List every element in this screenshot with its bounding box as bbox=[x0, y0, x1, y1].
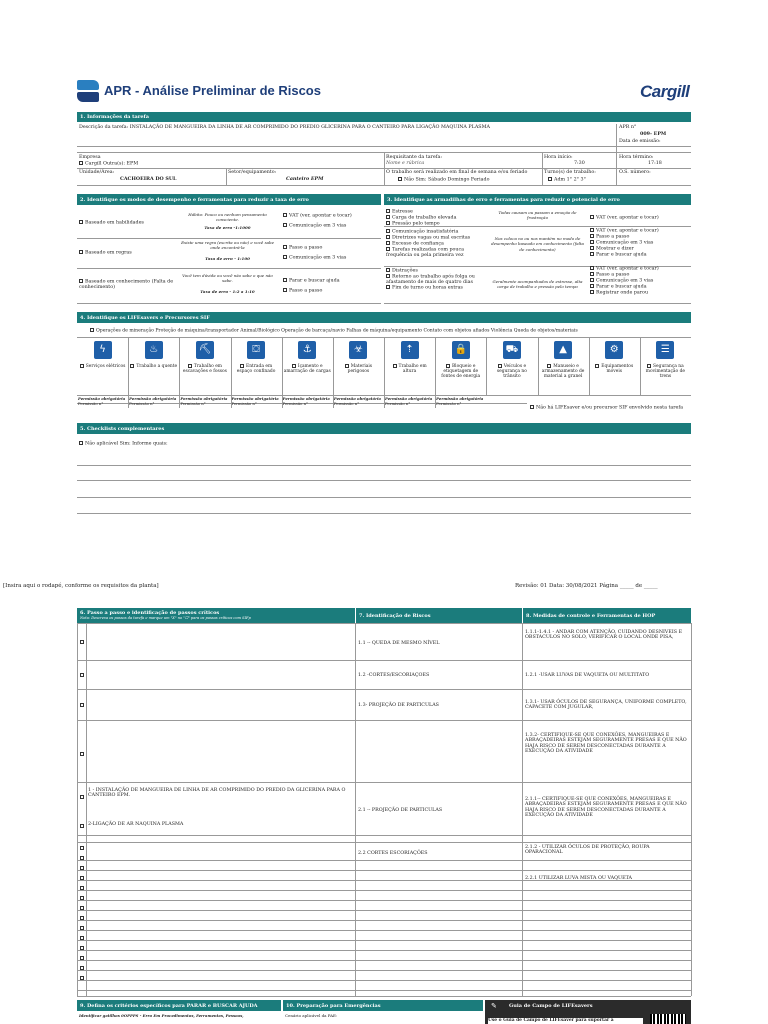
checkbox[interactable] bbox=[590, 284, 594, 288]
tool-label: Passo a passo bbox=[596, 272, 630, 278]
mode-skills-desc: Hábito: Pouco ou nenhum pensamento consciente. bbox=[188, 212, 267, 223]
permit-required-label: Permissão obrigatória bbox=[78, 396, 126, 401]
lifesaver-label: Materiais perigosos bbox=[347, 364, 373, 374]
tool-label: Parar e buscar ajuda bbox=[289, 278, 340, 284]
checkbox[interactable] bbox=[386, 221, 390, 225]
lifesaver-label: Trabalho em escavações e fossos bbox=[182, 364, 227, 374]
trap-label: Pressão pelo tempo bbox=[392, 221, 440, 227]
hot-work-icon: ♨ bbox=[145, 341, 163, 359]
sif-precursors[interactable] bbox=[90, 328, 578, 334]
table-row-divider bbox=[77, 960, 691, 961]
table-row-divider bbox=[77, 900, 691, 901]
tool-stop[interactable] bbox=[283, 278, 340, 284]
section-8-heading bbox=[523, 608, 691, 623]
lifesaver-option[interactable] bbox=[488, 364, 535, 379]
section-4-heading bbox=[77, 312, 691, 323]
mode-label: Baseado em habilidades bbox=[85, 220, 144, 226]
checkbox[interactable] bbox=[548, 177, 552, 181]
critical-step-checkbox[interactable] bbox=[80, 703, 84, 707]
section-8-title: 8. Medidas de controle e Ferramentas de HOP bbox=[526, 613, 656, 619]
header-logo-mark bbox=[77, 80, 99, 102]
critical-step-checkbox[interactable] bbox=[80, 956, 84, 960]
trap-group-2-tools[interactable] bbox=[590, 228, 659, 258]
section-3-title: 3. Identifique as armadilhas de erro e ferramentas para reduzir o potencial de erro bbox=[387, 197, 620, 203]
table-row-divider bbox=[77, 835, 691, 836]
table-row-divider bbox=[77, 980, 691, 981]
checkbox[interactable] bbox=[188, 364, 192, 368]
control-1-2[interactable]: 1.2.1 -USAR LUVAS DE VAQUETA OU MULTITATO bbox=[525, 673, 650, 678]
guide-icon: ✎ bbox=[491, 1003, 497, 1010]
mode-knowledge-desc: Você tem dúvida ou você não sabe o que não sabe. bbox=[182, 273, 273, 284]
critical-step-checkbox[interactable] bbox=[80, 936, 84, 940]
checkbox[interactable] bbox=[283, 278, 287, 282]
lifesaver-label: Veículos e segurança no trânsito bbox=[496, 364, 527, 379]
lifesaver-option[interactable] bbox=[335, 364, 382, 374]
section-3-heading bbox=[384, 194, 691, 205]
checkbox[interactable] bbox=[79, 250, 83, 254]
permit-required-label: Permissão obrigatória bbox=[385, 396, 433, 401]
tool-label: Parar e buscar ajuda bbox=[596, 284, 647, 290]
critical-step-checkbox[interactable] bbox=[80, 846, 84, 850]
checklist-options[interactable] bbox=[79, 441, 168, 447]
lifesaver-label: Segurança na movimentação de trens bbox=[645, 364, 685, 379]
checkbox[interactable] bbox=[590, 234, 594, 238]
tool-step[interactable] bbox=[283, 288, 322, 294]
trap-group-2[interactable] bbox=[386, 229, 489, 258]
lockout-icon: 🔒 bbox=[452, 341, 470, 359]
section-2-heading bbox=[77, 194, 381, 205]
section-6-heading bbox=[77, 608, 355, 623]
table-row-divider bbox=[77, 940, 691, 941]
checkbox[interactable] bbox=[283, 213, 287, 217]
step-2[interactable]: 2-LIGAÇÃO DE AR NAQUINA PLASMA bbox=[88, 822, 184, 827]
tool-label: Comunicação em 3 vias bbox=[596, 240, 654, 246]
critical-step-checkbox[interactable] bbox=[80, 673, 84, 677]
vehicle-icon: ⛟ bbox=[503, 341, 521, 359]
lifesaver-option[interactable] bbox=[233, 364, 280, 374]
tool-label: Passo a passo bbox=[596, 234, 630, 240]
tool-vat[interactable] bbox=[283, 213, 352, 219]
section-10-heading bbox=[283, 1000, 483, 1011]
lifesaver-divider bbox=[589, 337, 590, 395]
trap-label: Estresse bbox=[392, 209, 413, 215]
tool-3way[interactable] bbox=[283, 255, 346, 261]
tool-label: Mostrar e dizer bbox=[596, 246, 634, 252]
lifesaver-option[interactable] bbox=[386, 364, 433, 374]
trap-group-1-desc: Todas causam ou passam a emoção de frustração bbox=[498, 210, 577, 221]
permit-number-label[interactable]: Permissão n° bbox=[282, 401, 308, 406]
checkbox[interactable] bbox=[386, 209, 390, 213]
height-icon: ⇡ bbox=[401, 341, 419, 359]
unit-value[interactable]: CACHOEIRA DO SUL bbox=[120, 176, 177, 182]
section-9-heading bbox=[77, 1000, 281, 1011]
section-2-title: 2. Identifique os modos de desempenho e ferramentas para reduzir a taxa de erro bbox=[80, 197, 309, 203]
confined-space-icon: ⛋ bbox=[247, 341, 265, 359]
lightning-icon: ϟ bbox=[94, 341, 112, 359]
checkbox[interactable] bbox=[590, 252, 594, 256]
permit-required-label: Permissão obrigatória bbox=[180, 396, 228, 401]
lifesaver-option[interactable] bbox=[642, 364, 689, 379]
sector-label: Setor/equipamento: bbox=[228, 170, 277, 175]
checkbox[interactable] bbox=[345, 364, 349, 368]
shift-label: Turno(s) de trabalho: bbox=[544, 170, 596, 175]
section-5-heading bbox=[77, 423, 691, 434]
checkbox[interactable] bbox=[79, 161, 83, 165]
checkbox[interactable] bbox=[386, 235, 390, 239]
trap-label: Carga de trabalho elevada bbox=[392, 215, 457, 221]
permit-number-label[interactable]: Permissão n° bbox=[129, 401, 155, 406]
footer-left: [Insira aqui o rodapé, conforme os requisitos da planta] bbox=[3, 583, 159, 589]
trap-group-3[interactable] bbox=[386, 268, 489, 291]
tool-label: Comunicação em 3 vias bbox=[289, 223, 347, 229]
table-row-divider bbox=[77, 870, 691, 871]
critical-step-checkbox[interactable] bbox=[80, 824, 84, 828]
trap-group-1[interactable] bbox=[386, 209, 456, 227]
section-6-note: Nota: Descreva os passos da tarefa e marque um "X" no "☐" para os passos críticos com SIFp bbox=[80, 616, 251, 620]
permit-number-label[interactable]: Permissão n° bbox=[436, 401, 462, 406]
control-2-2[interactable]: 2.1.2 - UTILIZAR ÓCULOS DE PROTEÇÃO, ROUPA OPARACIONAL bbox=[525, 845, 650, 856]
table-row-divider bbox=[77, 920, 691, 921]
checkbox[interactable] bbox=[386, 241, 390, 245]
sif-precursors-label: Operações de mineração Proteção de máquina/transportador Animal/Biológico Operação de barcaça/navio Falhas de máquina/equipamento Contato com objetos afiados Violência Queda de objetos/materiais bbox=[96, 328, 578, 334]
lifesaver-divider bbox=[282, 337, 283, 408]
checkbox[interactable] bbox=[386, 274, 390, 278]
table-row-divider bbox=[77, 990, 691, 991]
control-2-1[interactable]: 2.1.1-- CERTIFIQUE-SE QUE CONEXÕES, MANGUEIRAS E ABRAÇADEIRAS ESTEJAM SEGURAMENTE PRESAS E QUE NÃO HAJA RISCO DE SEREM DESCONECTADAS DURANTE A EXECUÇÃO DA ATIVIDADE bbox=[525, 797, 687, 819]
checkbox[interactable] bbox=[398, 177, 402, 181]
weekend-options[interactable] bbox=[398, 177, 489, 183]
unit-label: Unidade/Área: bbox=[79, 170, 115, 175]
brand-logo: Cargill bbox=[640, 82, 690, 101]
lifesaver-label: Içamento e amarração de cargas bbox=[283, 364, 331, 374]
trap-label: Retorno ao trabalho após folga ou afastamento de mais de quatro dias bbox=[386, 274, 475, 285]
lifesaver-divider bbox=[128, 337, 129, 408]
section-10-sub: Cenário aplicável da PAE: bbox=[285, 1013, 338, 1018]
company-options[interactable] bbox=[79, 161, 138, 167]
trap-label: Excesso de confiança bbox=[392, 241, 444, 247]
checkbox[interactable] bbox=[446, 364, 450, 368]
checkbox[interactable] bbox=[130, 364, 134, 368]
tool-label: VAT (ver, apontar e tocar) bbox=[289, 213, 352, 219]
trap-label: Comunicação insatisfatória bbox=[392, 229, 459, 235]
lifesaver-label: Serviços elétricos bbox=[85, 364, 126, 369]
lifesaver-divider bbox=[231, 337, 232, 408]
lifesaver-divider bbox=[435, 337, 436, 408]
control-2-3[interactable]: 2.2.1 UTILIZAR LUVA MISTA OU VAQUETA bbox=[525, 876, 632, 881]
permit-required-label: Permissão obrigatória bbox=[333, 396, 381, 401]
critical-step-checkbox[interactable] bbox=[80, 906, 84, 910]
table-row-divider bbox=[77, 970, 691, 971]
tool-label: VAT (ver, apontar e tocar) bbox=[596, 228, 659, 234]
critical-step-checkbox[interactable] bbox=[80, 752, 84, 756]
section-7-heading bbox=[356, 608, 522, 623]
risk-1-1[interactable]: 1.1 -- QUEDA DE MESMO NÍVEL bbox=[358, 641, 440, 646]
section-6-title: 6. Passo a passo e identificação de passos críticos bbox=[80, 610, 220, 616]
trap-group-3-desc: Geralmente acompanhados de estresse, alta carga de trabalho e pressão pelo tempo bbox=[492, 279, 583, 290]
critical-step-checkbox[interactable] bbox=[80, 946, 84, 950]
company-label: Empresa bbox=[79, 155, 101, 160]
company-options-label: Cargill Outra(s): EPM bbox=[85, 161, 139, 167]
critical-step-checkbox[interactable] bbox=[80, 976, 84, 980]
os-number-label: O.S. número: bbox=[619, 170, 651, 175]
lifesaver-divider bbox=[333, 337, 334, 408]
checkbox[interactable] bbox=[90, 328, 94, 332]
trap-label: Diretrizes vagas ou mal escritas bbox=[392, 235, 471, 241]
section-1-title: 1. Informações da tarefa bbox=[80, 114, 149, 120]
tool-label: VAT (ver, apontar e tocar) bbox=[596, 266, 659, 272]
risk-1-3[interactable]: 1.3- PROJEÇÃO DE PARTICULAS bbox=[358, 703, 439, 708]
footer-right: Revisão: 01 Data: 30/08/2021 Página _____ de _____ bbox=[515, 583, 658, 589]
guide-text: Use o Guia de Campo de LIFEsaver para suportar a bbox=[488, 1018, 643, 1024]
trap-group-3-tools[interactable] bbox=[590, 266, 659, 296]
checkbox[interactable] bbox=[647, 364, 651, 368]
checkbox[interactable] bbox=[590, 246, 594, 250]
checkbox[interactable] bbox=[80, 364, 84, 368]
trap-label: Distrações bbox=[392, 268, 418, 274]
risk-1-2[interactable]: 1.2 -CORTES/ESCORIAÇOES bbox=[358, 673, 430, 678]
trap-group-2-desc: Nos coloca no ou nos mantém no modo de desempenho baseado em conhecimento (falta de conhecimento) bbox=[491, 236, 584, 252]
lifesaver-option[interactable] bbox=[130, 364, 177, 369]
sector-value[interactable]: Canteiro EPM bbox=[286, 176, 324, 182]
checkbox[interactable] bbox=[590, 272, 594, 276]
requester-label: Requisitante da tarefa: bbox=[386, 155, 442, 160]
lifesaver-divider bbox=[486, 337, 487, 395]
trap-group-1-tools[interactable] bbox=[590, 215, 659, 221]
mode-rules-desc: Existe uma regra (escrita ou não) e você sabe onde encontrá-la bbox=[181, 240, 274, 251]
trap-label: Tarefas realizadas com pouca frequência ou pela primeira vez bbox=[386, 247, 465, 258]
checkbox[interactable] bbox=[283, 223, 287, 227]
checkbox[interactable] bbox=[386, 285, 390, 289]
checkbox[interactable] bbox=[590, 266, 594, 270]
table-row-divider bbox=[77, 860, 691, 861]
step-1[interactable]: 1 - INSTALAÇÃO DE MANGUEIRA DE LINHA DE AR COMPRIMIDO DO PREDIO DA GLICERINA PARA O CANTEIRO EPM. bbox=[88, 788, 346, 799]
checkbox[interactable] bbox=[79, 441, 83, 445]
checkbox[interactable] bbox=[283, 288, 287, 292]
bulk-icon: ▲ bbox=[554, 341, 572, 359]
end-time-label: Hora término: bbox=[619, 155, 654, 160]
lifesaver-label: Bloqueio e etiquetagem de fontes de energia bbox=[441, 364, 481, 379]
weekend-label: O trabalho será realizado em final de semana e/ou feriado bbox=[386, 170, 528, 175]
checkbox[interactable] bbox=[386, 268, 390, 272]
page-title: APR - Análise Preliminar de Riscos bbox=[104, 83, 321, 98]
lifesaver-divider bbox=[179, 337, 180, 408]
checkbox[interactable] bbox=[498, 364, 502, 368]
checkbox[interactable] bbox=[590, 228, 594, 232]
checklist-options-label: Não aplicável Sim: Informe quais: bbox=[85, 441, 168, 447]
shift-options-label: Adm 1° 2° 3° bbox=[554, 177, 587, 183]
table-row-divider bbox=[77, 660, 691, 661]
lifesaver-option[interactable] bbox=[79, 364, 126, 369]
tool-label: Comunicação em 3 vias bbox=[289, 255, 347, 261]
checkbox[interactable] bbox=[386, 247, 390, 251]
lifesaver-label: Trabalho em altura bbox=[398, 364, 427, 374]
checkbox[interactable] bbox=[590, 278, 594, 282]
permit-number-label[interactable]: Permissão n° bbox=[333, 401, 360, 406]
apr-label: APR n° bbox=[619, 125, 637, 130]
checkbox[interactable] bbox=[393, 364, 397, 368]
checkbox[interactable] bbox=[79, 220, 83, 224]
permit-required-label: Permissão obrigatória bbox=[436, 396, 484, 401]
critical-step-checkbox[interactable] bbox=[80, 640, 84, 644]
checkbox[interactable] bbox=[79, 279, 83, 283]
permit-required-label: Permissão obrigatória bbox=[282, 396, 330, 401]
weekend-options-label: Não Sim: Sábado Domingo Feriado bbox=[404, 177, 490, 183]
section-9-title: 9. Defina os critérios específicos para PARAR e BUSCAR AJUDA bbox=[80, 1003, 258, 1009]
checkbox[interactable] bbox=[283, 245, 287, 249]
critical-step-checkbox[interactable] bbox=[80, 866, 84, 870]
critical-step-checkbox[interactable] bbox=[80, 886, 84, 890]
lifesaver-divider bbox=[538, 337, 539, 395]
qr-code-icon bbox=[650, 1014, 686, 1024]
checkbox[interactable] bbox=[386, 229, 390, 233]
tool-label: Comunicação em 3 vias bbox=[596, 278, 654, 284]
permit-number-label[interactable]: Permissão n° bbox=[180, 401, 206, 406]
control-1-1[interactable]: 1.1.1-1.4.1 - ANDAR COM ATENÇÃO, CUIDANDO DESNIVEIS E OBSTACULOS NO SOLO, VERIFICAR O LOCAL ONDE PISA, bbox=[525, 630, 683, 641]
checkbox[interactable] bbox=[283, 255, 287, 259]
no-lifesaver-label: Não há LIFEsaver e/ou precursor SIF envolvido nesta tarefa bbox=[536, 405, 684, 411]
mode-label: Baseado em regras bbox=[85, 250, 132, 256]
checkbox[interactable] bbox=[386, 215, 390, 219]
section-10-title: 10. Preparação para Emergências bbox=[286, 1003, 381, 1009]
tool-label: Registrar onde parou bbox=[596, 290, 649, 296]
end-time-value[interactable]: 17:18 bbox=[648, 161, 662, 166]
lifesaver-label: Trabalho a quente bbox=[136, 364, 178, 369]
excavation-icon: ⛏ bbox=[196, 341, 214, 359]
section-9-sub: Identificar gatilhos 0OPPPS - Erro Em Procedimentos, Ferramentas, Pessoas, bbox=[79, 1013, 244, 1018]
tool-label: VAT (ver, apontar e tocar) bbox=[596, 215, 659, 221]
section-1-heading bbox=[77, 112, 691, 122]
trap-label: Fim de turno ou horas extras bbox=[392, 285, 463, 291]
permit-number-label[interactable]: Permissão n° bbox=[385, 401, 411, 406]
no-lifesaver-option[interactable] bbox=[530, 405, 683, 411]
control-1-4[interactable]: 1.3.2- CERTIFIQUE-SE QUE CONEXÕES, MANGUEIRAS E ABRAÇADEIRAS ESTEJAM SEGURAMENTE PRESAS E QUE NÃO HAJA RISCO DE SEREM DESCONECTADAS DURANTE A EXECUÇÃO DA ATIVIDADE bbox=[525, 733, 687, 755]
mode-knowledge-rate: Taxa de erro - 1:2 a 1:10 bbox=[200, 289, 255, 294]
table-row-divider bbox=[77, 890, 691, 891]
tool-label: Parar e buscar ajuda bbox=[596, 252, 647, 258]
lifesaver-label: Entrada em espaço confinado bbox=[236, 364, 276, 374]
control-1-3[interactable]: 1.3.1- USAR ÓCULOS DE SEGURANÇA, UNIFORME COMPLETO, CAPACETE COM JUGULAR, bbox=[525, 700, 687, 711]
lifesaver-option[interactable] bbox=[437, 364, 484, 379]
lifesaver-option[interactable] bbox=[181, 364, 228, 374]
tool-3way[interactable] bbox=[283, 223, 346, 229]
tool-label: Passo a passo bbox=[289, 288, 323, 294]
lifesaver-option[interactable] bbox=[284, 364, 331, 374]
tool-step[interactable] bbox=[283, 245, 322, 251]
mode-rules-rate: Taxa de erro - 1:100 bbox=[205, 256, 250, 261]
critical-step-checkbox[interactable] bbox=[80, 876, 84, 880]
tool-label: Passo a passo bbox=[289, 245, 323, 251]
mode-label: Baseado em conhecimento (Falta de conhecimento) bbox=[79, 279, 174, 290]
mode-rules[interactable] bbox=[79, 250, 132, 256]
mobile-equipment-icon: ⚙ bbox=[605, 341, 623, 359]
critical-step-checkbox[interactable] bbox=[80, 926, 84, 930]
start-time-value[interactable]: 7:30 bbox=[574, 161, 585, 166]
section-4-title: 4. Identifique os LIFEsavers e Precursores SIF bbox=[80, 315, 210, 321]
risk-2-2[interactable]: 2.2 CORTES ESCORIAÇÕES bbox=[358, 851, 428, 856]
lifesaver-label: Manuseio e armazenamento de material a granel bbox=[541, 364, 585, 379]
checkbox[interactable] bbox=[590, 290, 594, 294]
hazmat-icon: ☣ bbox=[349, 341, 367, 359]
shift-options[interactable] bbox=[548, 177, 586, 183]
section-5-title: 5. Checklists complementares bbox=[80, 426, 165, 432]
train-icon: ☰ bbox=[656, 341, 674, 359]
permit-number-label[interactable]: Permissão n° bbox=[231, 401, 257, 406]
apr-value: 009- EPM bbox=[640, 131, 667, 137]
mode-skills-rate: Taxa de erro -1:1000 bbox=[204, 225, 251, 230]
section-7-title: 7. Identificação de Riscos bbox=[359, 613, 431, 619]
table-row-divider bbox=[77, 996, 691, 997]
risk-2-1[interactable]: 2.1 -- PROJEÇÃO DE PARTICULAS bbox=[358, 808, 443, 813]
lifesaver-label: Equipamentos móveis bbox=[601, 364, 634, 374]
permit-required-label: Permissão obrigatória bbox=[231, 396, 279, 401]
permit-required-label: Permissão obrigatória bbox=[129, 396, 177, 401]
crane-icon: ⚓ bbox=[298, 341, 316, 359]
table-row-divider bbox=[77, 930, 691, 931]
critical-step-checkbox[interactable] bbox=[80, 916, 84, 920]
table-row-divider bbox=[77, 910, 691, 911]
table-row-divider bbox=[77, 950, 691, 951]
table-row-divider bbox=[77, 782, 691, 783]
lifesaver-divider bbox=[384, 337, 385, 408]
task-description: Descrição da tarefa: INSTALAÇÃO DE MANGUEIRA DA LINHA DE AR COMPRIMIDO DO PREDIO GLICERINA PARA O CANTEIRO PARA LIGAÇÃO MAQUINA PLASMA bbox=[79, 125, 490, 130]
table-row-divider bbox=[77, 689, 691, 690]
guide-title: Guia de Campo de LIFEsavers bbox=[509, 1003, 593, 1009]
emission-date-label: Data de emissão: bbox=[619, 139, 661, 144]
mode-skills[interactable] bbox=[79, 220, 144, 226]
permit-number-label[interactable]: Permissão n° bbox=[78, 401, 104, 406]
checkbox[interactable] bbox=[595, 364, 599, 368]
checkbox[interactable] bbox=[292, 364, 296, 368]
checkbox[interactable] bbox=[590, 240, 594, 244]
checkbox[interactable] bbox=[547, 364, 551, 368]
critical-step-checkbox[interactable] bbox=[80, 966, 84, 970]
lifesaver-option[interactable] bbox=[591, 364, 638, 374]
checkbox[interactable] bbox=[590, 215, 594, 219]
table-row-divider bbox=[77, 842, 691, 843]
lifesaver-option[interactable] bbox=[540, 364, 587, 379]
checkbox[interactable] bbox=[240, 364, 244, 368]
start-time-label: Hora início: bbox=[544, 155, 573, 160]
table-row-divider bbox=[77, 623, 691, 624]
critical-step-checkbox[interactable] bbox=[80, 856, 84, 860]
critical-step-checkbox[interactable] bbox=[80, 896, 84, 900]
lifesaver-divider bbox=[640, 337, 641, 395]
requester-sub: Nome e rúbrica bbox=[386, 161, 425, 166]
checkbox[interactable] bbox=[530, 405, 534, 409]
critical-step-checkbox[interactable] bbox=[80, 795, 84, 799]
table-row-divider bbox=[77, 720, 691, 721]
mode-knowledge[interactable] bbox=[79, 279, 174, 290]
